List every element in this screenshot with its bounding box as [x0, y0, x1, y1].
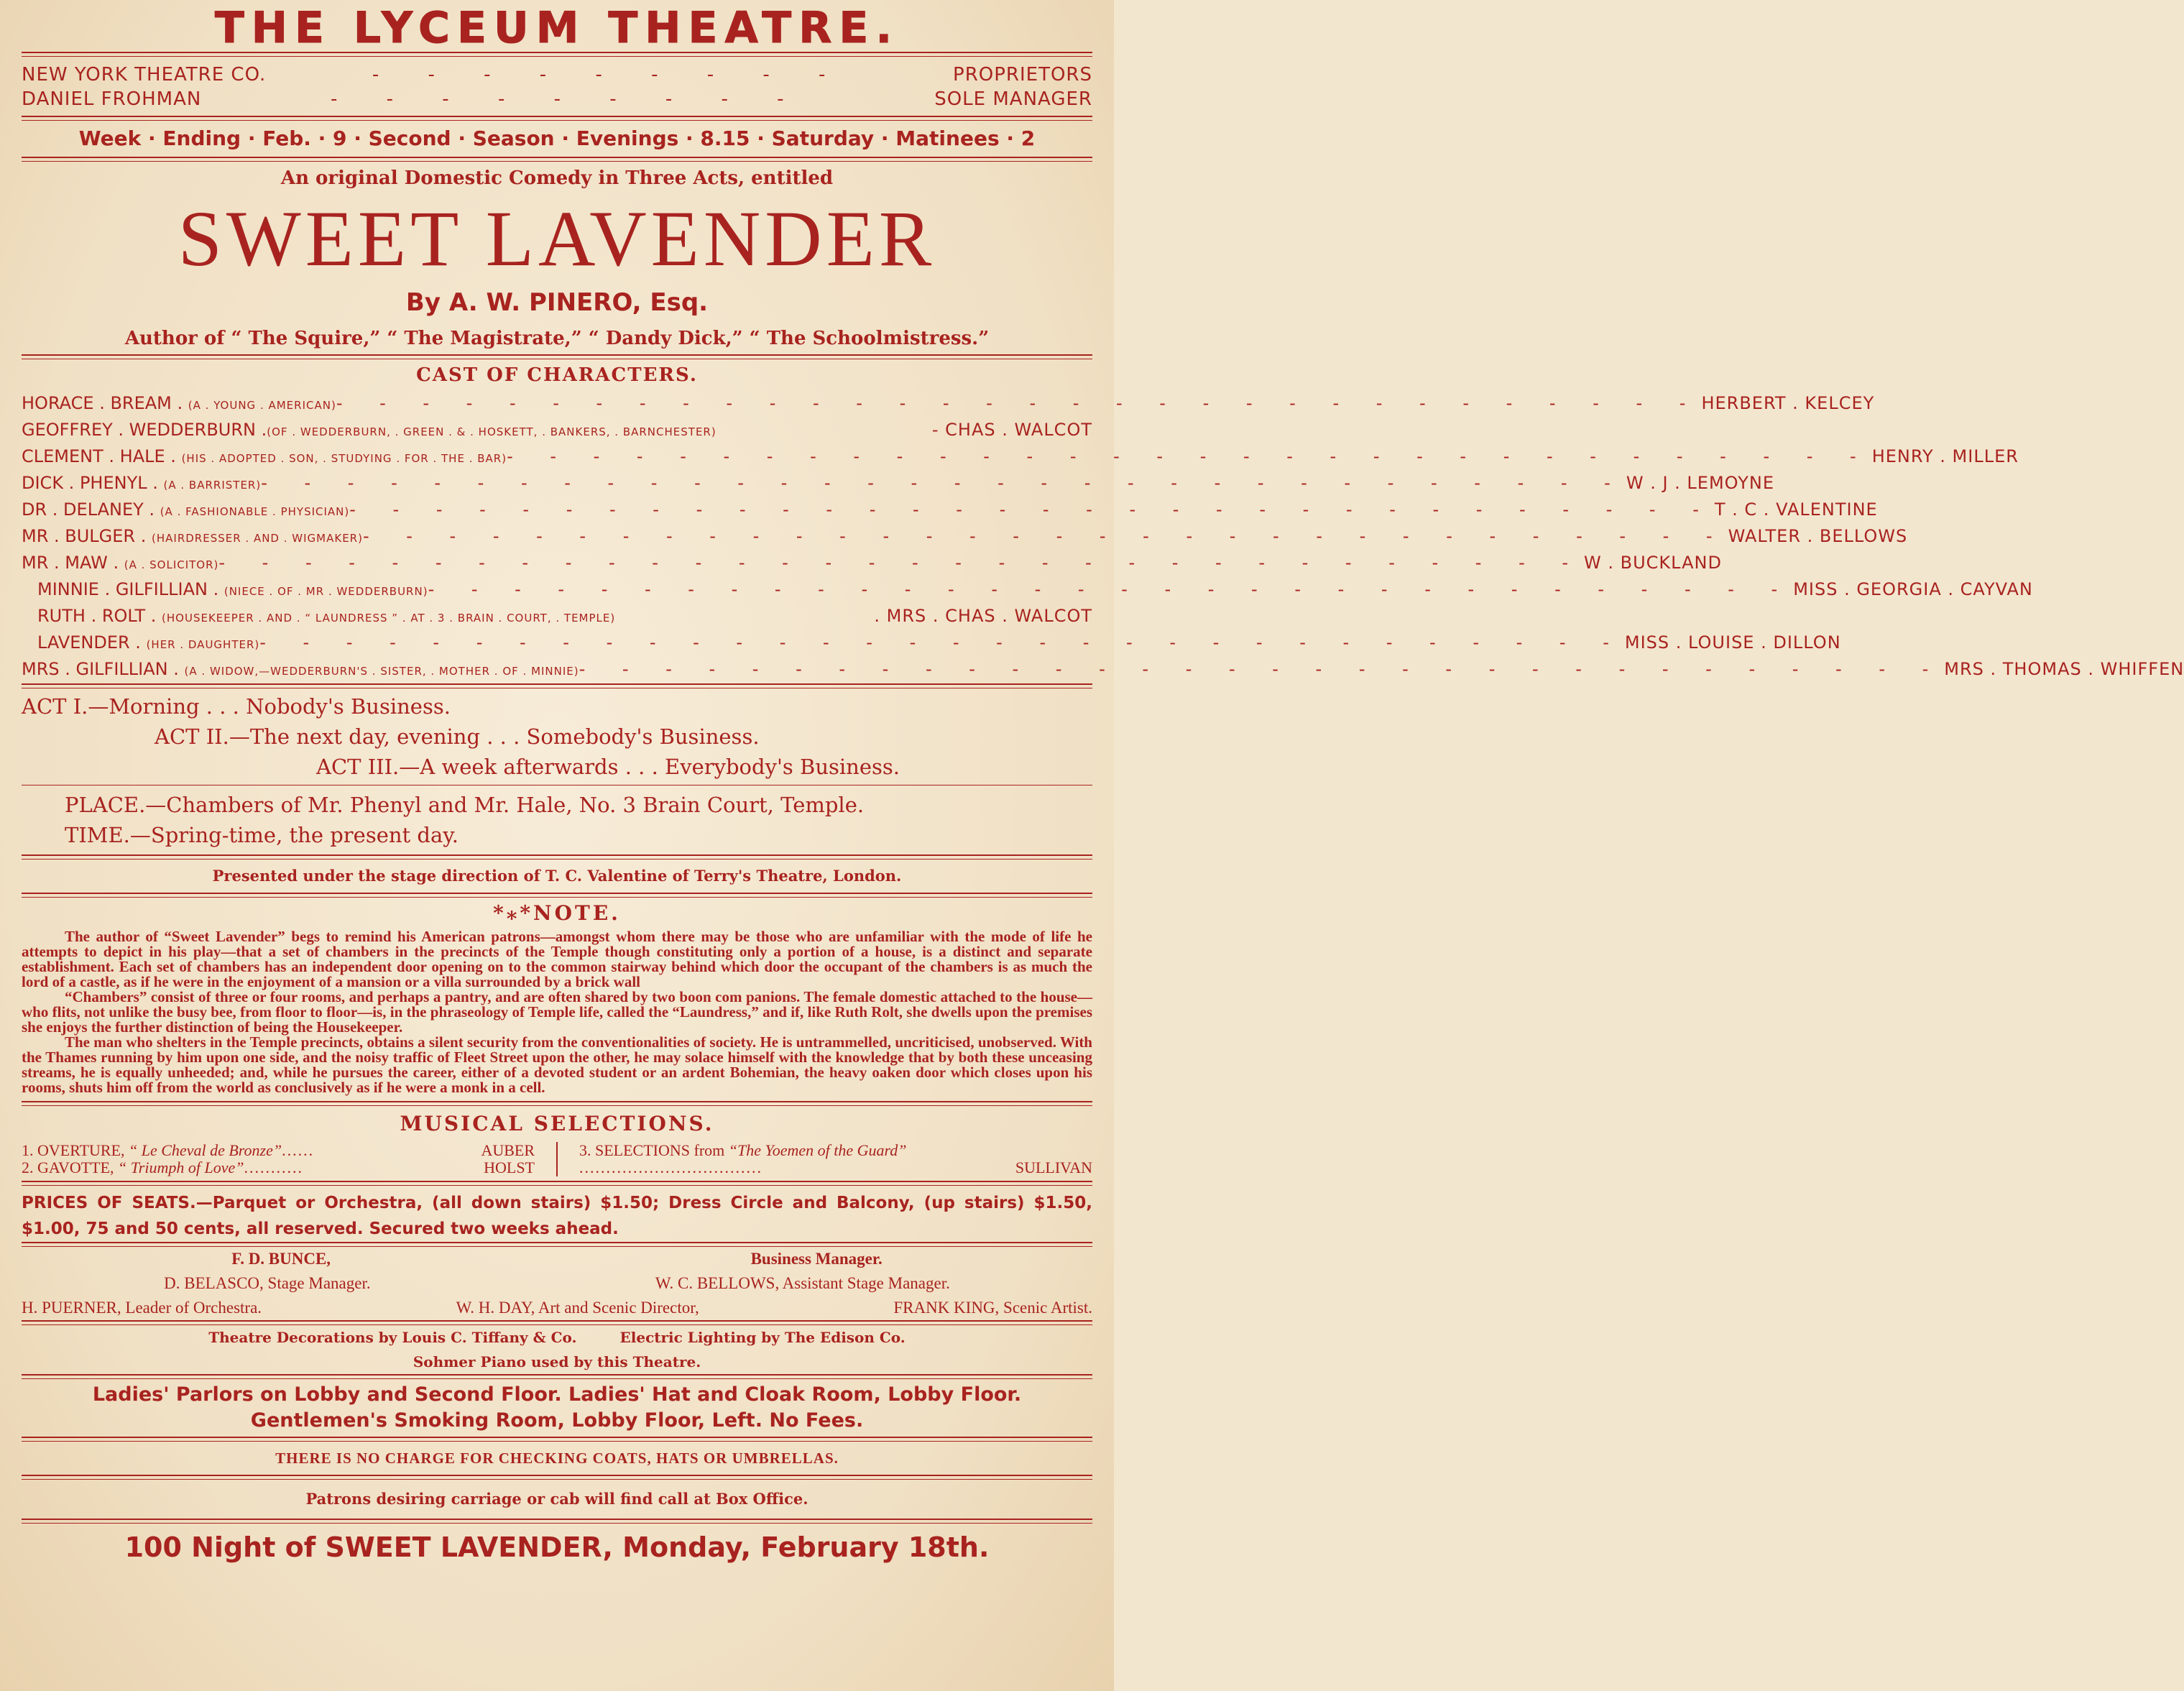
dash-leader: - - - - - - - - -: [372, 64, 847, 86]
staff-row: [22, 1247, 1092, 1271]
staff-row: [22, 1271, 1092, 1296]
cast-desc: (A . SOLICITOR): [124, 558, 219, 571]
music-num: 2. GAVOTTE,: [22, 1158, 114, 1176]
cast-role: MRS . GILFILLIAN .: [22, 659, 179, 679]
manager-label: SOLE MANAGER: [934, 88, 1092, 110]
music-heading: MUSICAL SELECTIONS.: [400, 1112, 714, 1135]
music-divider: [556, 1142, 558, 1176]
cast-desc: (A . WIDOW,—WEDDERBURN'S . SISTER, . MOTHER . OF . MINNIE): [184, 665, 579, 678]
note-paragraph: The author of “Sweet Lavender” begs to remind his American patrons—amongst whom there may be those who are unfamiliar with the mode of life he attempts to depict in his play—that a set of chambers in the precincts of the Temple though constituting only a portion of a house, is a distinct and separate establishment. Each set of chambers has an independent door opening on to the common stairway behind which door the occupant of the chambers is as much the lord of a castle, as if he were in the enjoyment of a mansion or a villa surrounded by a brick wall: [22, 928, 1092, 990]
staff-credit: W. H. DAY, Art and Scenic Director,: [456, 1299, 699, 1317]
note-paragraph: The man who shelters in the Temple precincts, obtains a silent security from the conventionalities of society. He is untrammelled, uncriticised, unobserved. With the Thames running by him upon one side, and the noisy traffic of Fleet Street upon the other, he may solace himself with the knowledge that by both these unceasing streams, he is equally unheeded; and, while he pursues the career, either of a devoted student or an ardent Bohemian, the heavy oaken door which closes upon his rooms, shuts him off from the world as conclusively as if he were a monk in a cell.: [22, 1033, 1092, 1096]
dash-leader: - - - - - - - - - - - - - - - - - - - - - - - - - - - - - - - -: [261, 473, 1626, 493]
cast-actor: HENRY . MILLER: [1871, 446, 2019, 466]
music-item-cont: [579, 1159, 1092, 1176]
dot-leader: ..................................: [579, 1158, 762, 1176]
cast-role: LAVENDER .: [37, 632, 141, 653]
play-title: SWEET LAVENDER: [178, 195, 936, 282]
cast-desc: (A . BARRISTER): [163, 479, 262, 492]
cast-row: [22, 497, 1878, 524]
cast-row: [22, 391, 1875, 418]
note-heading: *⁎*NOTE.: [493, 901, 621, 925]
cast-desc: (HAIRDRESSER . AND . WIGMAKER): [152, 532, 363, 545]
proprietors-name: NEW YORK THEATRE CO.: [22, 64, 267, 86]
decorations-block: [22, 1325, 1092, 1374]
dash-leader: - - - - - - - - - - - - - - - - - - - - - - - - - - - - - - - -: [362, 526, 1728, 546]
edison-credit: Electric Lighting by The Edison Co.: [619, 1329, 906, 1346]
music-item: [22, 1159, 535, 1176]
amenities-block: [22, 1379, 1092, 1437]
staff-credit: W. C. BELLOWS, Assistant Stage Manager.: [655, 1274, 950, 1292]
music-composer: SULLIVAN: [1015, 1158, 1092, 1176]
cast-role: CLEMENT . HALE .: [22, 446, 176, 466]
cast-actor: T . C . VALENTINE: [1714, 499, 1878, 520]
cast-row: [22, 444, 2019, 471]
cast-actor: MISS . LOUISE . DILLON: [1624, 632, 1841, 653]
music-composer: HOLST: [484, 1158, 535, 1176]
note-paragraph: “Chambers” consist of three or four rooms, and perhaps a pantry, and are often shared by two boon com panions. The female domestic attached to the house—who flits, not unlike the busy bee, from floor to floor—is, in the phraseology of Temple life, called the “Laundress,” and if, like Ruth Rolt, she dwells upon the premises she enjoys the further distinction of being the Housekeeper.: [22, 988, 1092, 1036]
cast-actor: - CHAS . WALCOT: [931, 420, 1092, 440]
no-charge-notice: THERE IS NO CHARGE FOR CHECKING COATS, HATS OR UMBRELLAS.: [275, 1450, 839, 1467]
stage-direction: Presented under the stage direction of T. C. Valentine of Terry's Theatre, London.: [212, 867, 902, 885]
play-intro: An original Domestic Comedy in Three Acts, entitled: [280, 167, 834, 189]
cast-heading: CAST OF CHARACTERS.: [416, 364, 698, 386]
rule: [22, 116, 1092, 121]
dash-leader: - - - - - - - - - - - - - - - - - - - - - - - - - - - - - - - -: [259, 632, 1625, 653]
rule: [22, 1475, 1092, 1480]
cast-role: GEOFFREY . WEDDERBURN .: [22, 420, 267, 440]
cast-row: [22, 657, 2184, 683]
staff-credit: D. BELASCO, Stage Manager.: [164, 1274, 371, 1292]
cast-row: [22, 418, 1092, 444]
music-num: 1. OVERTURE,: [22, 1141, 125, 1159]
cast-role: MINNIE . GILFILLIAN .: [37, 579, 219, 599]
staff-block: [22, 1247, 1092, 1320]
dash-leader: - - - - - - - - - - - - - - - - - - - - - - - - - - - - - - - -: [507, 446, 1872, 466]
management-block: [22, 57, 1092, 116]
music-num: 3. SELECTIONS from: [579, 1141, 725, 1159]
rule: [22, 854, 1092, 860]
play-byline: By A. W. PINERO, Esq.: [405, 288, 709, 317]
cast-row: [22, 630, 1841, 657]
cast-row: [22, 577, 2033, 604]
dot-leader: ...........: [244, 1158, 303, 1176]
cast-row: [22, 604, 1092, 630]
cast-actor: . MRS . CHAS . WALCOT: [874, 606, 1092, 626]
music-column-right: [579, 1142, 1092, 1176]
dash-leader: - - - - - - - - - - - - - - - - - - - - - - - - - - - - - - - -: [218, 553, 1585, 573]
staff-credit: H. PUERNER, Leader of Orchestra.: [22, 1299, 262, 1317]
rule: [22, 1101, 1092, 1106]
week-line: Week · Ending · Feb. · 9 · Second · Season · Evenings · 8.15 · Saturday · Matinees · 2: [78, 126, 1036, 150]
dot-leader: ......: [282, 1141, 315, 1159]
setting-block: [22, 785, 1092, 854]
manager-name: DANIEL FROHMAN: [22, 88, 202, 110]
rule: [22, 1519, 1092, 1524]
business-manager-name: F. D. BUNCE,: [231, 1250, 331, 1268]
rule: [22, 1181, 1092, 1186]
cast-actor: HERBERT . KELCEY: [1701, 393, 1875, 413]
music-item: [579, 1142, 1092, 1159]
cast-row: [22, 550, 1722, 577]
note-body: [22, 929, 1092, 1095]
dash-leader: - - - - - - - - - - - - - - - - - - - - - - - - - - - - - - - -: [336, 393, 1702, 413]
amenities-line: Gentlemen's Smoking Room, Lobby Floor, Left. No Fees.: [250, 1409, 864, 1432]
rule: [22, 893, 1092, 898]
rule: [22, 157, 1092, 162]
cast-actor: WALTER . BELLOWS: [1728, 526, 1908, 546]
closing-announcement: 100 Night of SWEET LAVENDER, Monday, February 18th.: [124, 1531, 990, 1563]
theatre-name: THE LYCEUM THEATRE.: [214, 3, 900, 53]
music-piece: “The Yoemen of the Guard”: [728, 1141, 907, 1159]
cast-row: [22, 524, 1908, 550]
manager-row: [22, 87, 1092, 111]
cast-actor: MRS . THOMAS . WHIFFEN: [1944, 659, 2184, 679]
music-composer: AUBER: [481, 1141, 535, 1159]
cast-desc: (HOUSEKEEPER . AND . “ LAUNDRESS ” . AT . 3 . BRAIN . COURT, . TEMPLE): [162, 612, 616, 625]
cast-list: [22, 391, 2184, 683]
carriage-notice: Patrons desiring carriage or cab will find call at Box Office.: [305, 1490, 808, 1508]
cast-role: RUTH . ROLT .: [37, 606, 157, 626]
cast-actor: W . BUCKLAND: [1584, 553, 1722, 573]
proprietors-label: PROPRIETORS: [953, 64, 1092, 86]
author-credits: Author of “ The Squire,” “ The Magistrate,” “ Dandy Dick,” “ The Schoolmistress.”: [124, 328, 990, 349]
cast-role: MR . MAW .: [22, 553, 119, 573]
acts-block: [22, 688, 1092, 785]
cast-desc: (A . FASHIONABLE . PHYSICIAN): [160, 505, 350, 518]
cast-desc: (HER . DAUGHTER): [146, 638, 260, 651]
rule: [22, 1320, 1092, 1325]
cast-role: DICK . PHENYL .: [22, 473, 158, 493]
music-column-left: [22, 1142, 535, 1176]
dash-leader: - - - - - - - - - - - - - - - - - - - - - - - - - - - - - - - -: [579, 659, 1945, 679]
decor-row: [22, 1325, 1092, 1350]
dash-leader: - - - - - - - - - - - - - - - - - - - - - - - - - - - - - - - -: [349, 499, 1715, 520]
proprietors-row: [22, 63, 1092, 87]
dash-leader: - - - - - - - - -: [331, 88, 806, 110]
cast-desc: (NIECE . OF . MR . WEDDERBURN): [224, 585, 428, 598]
music-piece: “ Le Cheval de Bronze”: [129, 1141, 282, 1159]
rule: [22, 683, 1092, 688]
tiffany-credit: Theatre Decorations by Louis C. Tiffany & Co.: [208, 1329, 577, 1346]
music-list: [22, 1142, 1092, 1176]
cast-desc: (HIS . ADOPTED . SON, . STUDYING . FOR . THE . BAR): [181, 452, 507, 465]
rule: [22, 1242, 1092, 1247]
cast-role: MR . BULGER .: [22, 526, 147, 546]
rule: [22, 354, 1092, 359]
cast-actor: W . J . LEMOYNE: [1626, 473, 1775, 493]
cast-role: DR . DELANEY .: [22, 499, 155, 520]
amenities-line: Ladies' Parlors on Lobby and Second Floor. Ladies' Hat and Cloak Room, Lobby Floor.: [92, 1383, 1022, 1406]
rule: [22, 1374, 1092, 1379]
piano-credit: Sohmer Piano used by this Theatre.: [413, 1353, 701, 1370]
act-2: ACT II.—The next day, evening . . . Somebody's Business.: [155, 724, 760, 749]
rule: [22, 1437, 1092, 1442]
place-line: PLACE.—Chambers of Mr. Phenyl and Mr. Hale, No. 3 Brain Court, Temple.: [65, 793, 865, 817]
cast-desc: (A . YOUNG . AMERICAN): [188, 399, 336, 412]
cast-actor: MISS . GEORGIA . CAYVAN: [1793, 579, 2033, 599]
cast-role: HORACE . BREAM .: [22, 393, 183, 413]
seat-prices: PRICES OF SEATS.—Parquet or Orchestra, (all down stairs) $1.50; Dress Circle and Balcony, (up stairs) $1.50, $1.00, 75 and 50 cents, all reserved. Secured two weeks ahead.: [22, 1194, 1092, 1238]
staff-credit: FRANK KING, Scenic Artist.: [893, 1299, 1092, 1317]
music-item: [22, 1142, 535, 1159]
act-3: ACT III.—A week afterwards . . . Everybody's Business.: [316, 755, 900, 779]
music-piece: “ Triumph of Love”: [118, 1158, 244, 1176]
time-line: TIME.—Spring-time, the present day.: [65, 823, 459, 847]
cast-desc: (OF . WEDDERBURN, . GREEN . & . HOSKETT, . BANKERS, . BARNCHESTER): [267, 425, 717, 438]
cast-row: [22, 471, 1775, 497]
staff-row: [22, 1296, 1092, 1320]
dash-leader: - - - - - - - - - - - - - - - - - - - - - - - - - - - - - - - -: [428, 579, 1794, 599]
business-manager-role: Business Manager.: [750, 1250, 883, 1268]
act-1: ACT I.—Morning . . . Nobody's Business.: [22, 694, 451, 719]
